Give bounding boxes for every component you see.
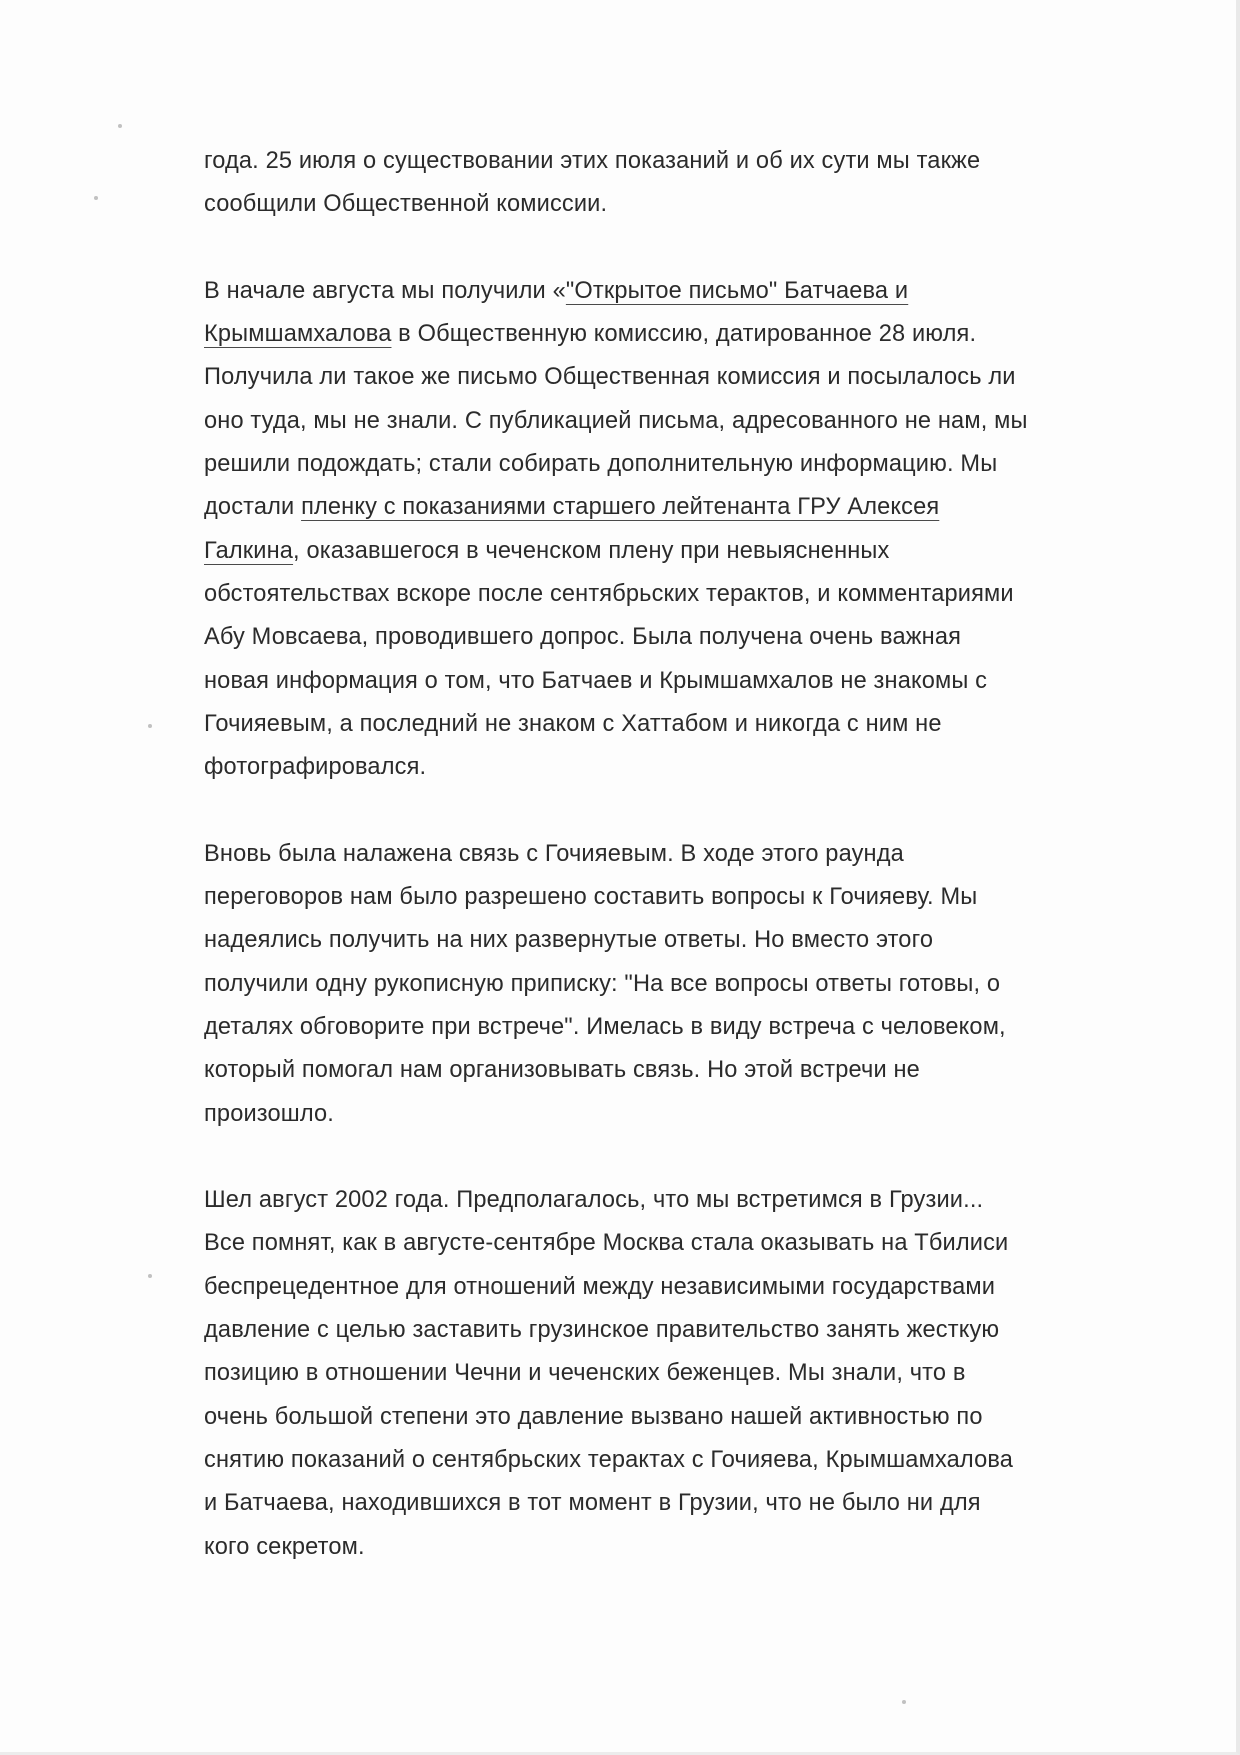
scan-speck xyxy=(148,724,152,728)
text-run: решили подождать; стали собирать дополнительную информацию. Мы xyxy=(204,451,998,478)
text-run: Все помнят, как в августе-сентябре Москва стала оказывать на Тбилиси xyxy=(204,1230,1009,1257)
text-line xyxy=(204,746,1084,789)
underlined-text: Галкина xyxy=(204,537,294,564)
paragraph xyxy=(204,1179,1084,1569)
text-line xyxy=(204,1352,1084,1395)
text-run: Гочияевым, а последний не знаком с Хаттабом и никогда с ним не xyxy=(204,710,942,737)
text-line xyxy=(204,313,1084,356)
text-run: беспрецедентное для отношений между независимыми государствами xyxy=(204,1273,996,1300)
text-line xyxy=(204,1526,1084,1569)
text-line xyxy=(204,400,1084,443)
text-line xyxy=(204,573,1084,616)
paragraph xyxy=(204,140,1084,227)
text-line xyxy=(204,833,1084,876)
text-run: в Общественную комиссию, датированное 28 июля. xyxy=(391,321,977,348)
text-run: произошло. xyxy=(204,1100,335,1127)
text-line xyxy=(204,616,1084,659)
text-run: переговоров нам было разрешено составить вопросы к Гочияеву. Мы xyxy=(204,884,978,911)
text-run: кого секретом. xyxy=(204,1533,365,1560)
text-run: Шел август 2002 года. Предполагалось, что мы встретимся в Грузии... xyxy=(204,1187,984,1214)
underlined-text: Крымшамхалова xyxy=(204,321,392,348)
text-run: новая информация о том, что Батчаев и Крымшамхалов не знакомы с xyxy=(204,667,988,694)
text-line xyxy=(204,919,1084,962)
text-line xyxy=(204,1006,1084,1049)
text-run: и Батчаева, находившихся в тот момент в Грузии, что не было ни для xyxy=(204,1490,981,1517)
text-run: давление с целью заставить грузинское правительство занять жесткую xyxy=(204,1317,1000,1344)
scan-speck xyxy=(94,196,98,200)
text-line xyxy=(204,1093,1084,1136)
text-run: В начале августа мы получили « xyxy=(204,277,566,304)
text-line xyxy=(204,1439,1084,1482)
text-line xyxy=(204,183,1084,226)
underlined-text: пленку с показаниями старшего лейтенанта ГРУ Алексея xyxy=(301,494,940,521)
text-run: сообщили Общественной комиссии. xyxy=(204,191,608,218)
text-line xyxy=(204,660,1084,703)
text-line xyxy=(204,530,1084,573)
text-run: Абу Мовсаева, проводившего допрос. Была получена очень важная xyxy=(204,624,962,651)
scan-speck xyxy=(148,1274,152,1278)
text-run: года. 25 июля о существовании этих показаний и об их сути мы также xyxy=(204,148,981,174)
text-line xyxy=(204,703,1084,746)
text-line xyxy=(204,140,1084,183)
scan-speck xyxy=(118,124,122,128)
paragraph xyxy=(204,270,1084,790)
text-run: оно туда, мы не знали. С публикацией письма, адресованного не нам, мы xyxy=(204,407,1028,434)
text-line xyxy=(204,1266,1084,1309)
text-run: Получила ли такое же письмо Общественная комиссия и посылалось ли xyxy=(204,364,1016,391)
text-line xyxy=(204,443,1084,486)
paragraph xyxy=(204,833,1084,1136)
text-line xyxy=(204,270,1084,313)
text-run: обстоятельствах вскоре после сентябрьских терактов, и комментариями xyxy=(204,580,1014,607)
text-line xyxy=(204,1309,1084,1352)
text-line xyxy=(204,963,1084,1006)
text-line xyxy=(204,1482,1084,1525)
text-line xyxy=(204,1179,1084,1222)
text-run: надеялись получить на них развернутые ответы. Но вместо этого xyxy=(204,927,934,954)
text-run: Вновь была налажена связь с Гочияевым. В ходе этого раунда xyxy=(204,840,904,867)
text-run: получили одну рукописную приписку: "На все вопросы ответы готовы, о xyxy=(204,970,1001,997)
document-body xyxy=(204,140,1084,1569)
text-line xyxy=(204,1049,1084,1092)
text-run: фотографировался. xyxy=(204,754,427,781)
text-run: деталях обговорите при встрече". Имелась в виду встреча с человеком, xyxy=(204,1013,1006,1040)
text-run: позицию в отношении Чечни и чеченских беженцев. Мы знали, что в xyxy=(204,1360,966,1387)
text-line xyxy=(204,486,1084,529)
text-run: очень большой степени это давление вызвано нашей активностью по xyxy=(204,1403,983,1430)
text-run: достали xyxy=(204,494,302,521)
underlined-text: "Открытое письмо" Батчаева и xyxy=(565,277,909,304)
text-run: , оказавшегося в чеченском плену при невыясненных xyxy=(293,537,890,564)
scan-speck xyxy=(902,1700,906,1704)
text-line xyxy=(204,876,1084,919)
text-line xyxy=(204,1222,1084,1265)
text-run: снятию показаний о сентябрьских терактах с Гочияева, Крымшамхалова xyxy=(204,1446,1014,1473)
text-run: который помогал нам организовывать связь. Но этой встречи не xyxy=(204,1057,920,1084)
text-line xyxy=(204,1396,1084,1439)
text-line xyxy=(204,356,1084,399)
